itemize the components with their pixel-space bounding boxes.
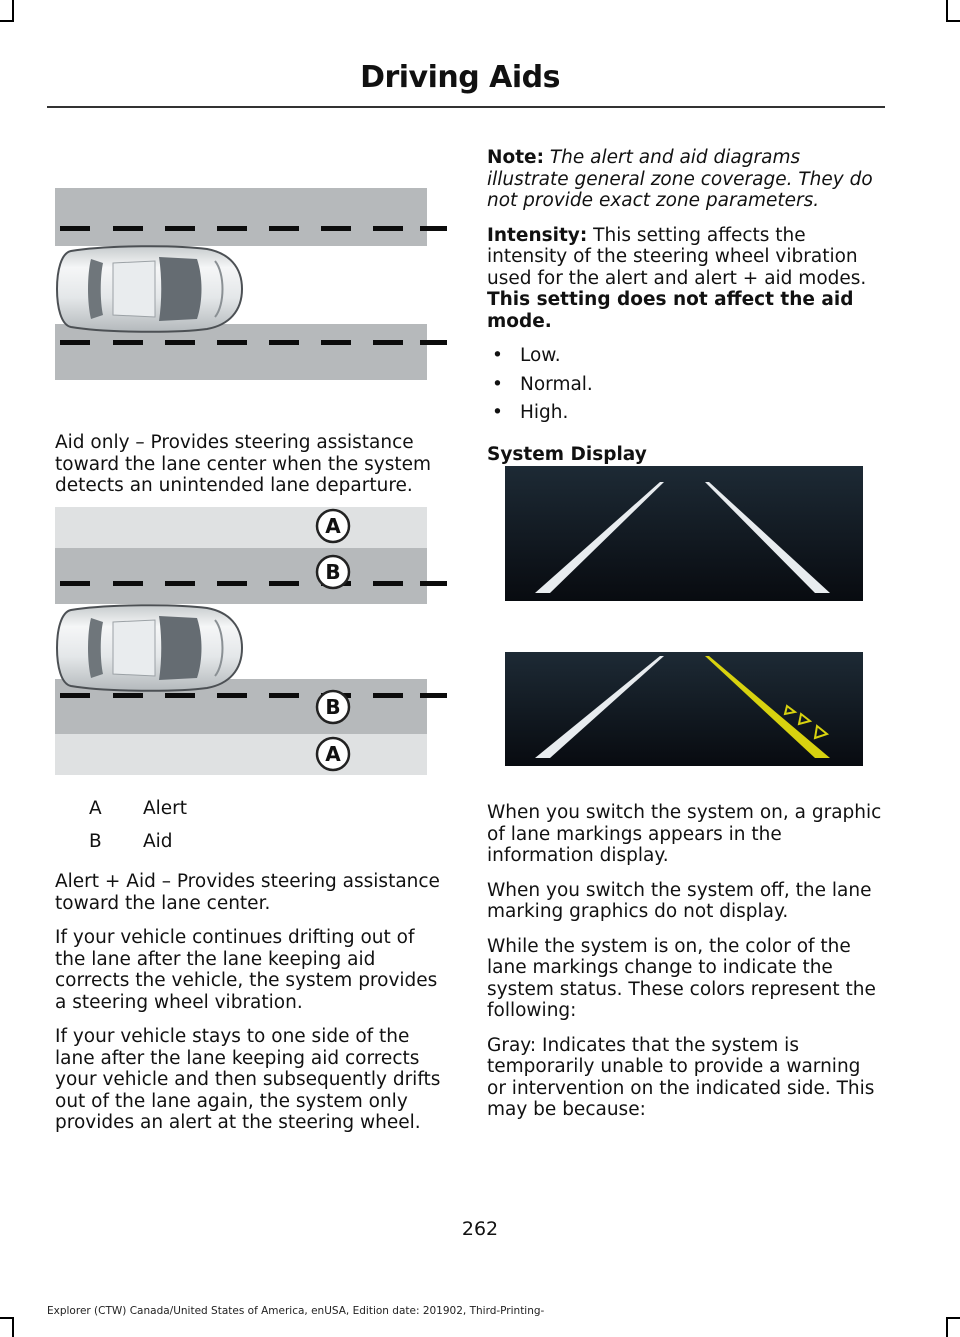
- page-title: Driving Aids: [360, 60, 560, 95]
- display-graphic-lanes-on: [505, 466, 863, 601]
- legend-row: [55, 798, 450, 820]
- aid-only-lane-diagram: [55, 188, 447, 381]
- crop-mark: [0, 1317, 14, 1319]
- left-column-bottom: [55, 798, 450, 1147]
- bullet: •: [492, 345, 503, 366]
- color-paragraph: While the system is on, the color of the lane markings change to indicate the system status. These colors represent the following:: [487, 935, 876, 1021]
- zone-marker-aid-top: [317, 556, 349, 588]
- drift-paragraph: If your vehicle continues drifting out of the lane after the lane keeping aid corrects the vehicle, the system provides a steering wheel vibration.: [55, 927, 438, 1013]
- gray-paragraph: Gray: Indicates that the system is temporarily unable to provide a warning or intervention on the indicated side. This may be because:: [487, 1034, 875, 1120]
- intensity-label: Intensity:: [487, 224, 588, 246]
- switch-off-paragraph: When you switch the system off, the lane marking graphics do not display.: [487, 879, 872, 922]
- intensity-paragraph: [487, 225, 882, 333]
- header-divider: [47, 106, 885, 108]
- zone-marker-alert-bottom: [317, 738, 349, 770]
- intensity-text: This setting affects the intensity of the steering wheel vibration used for the alert and alert + aid modes.: [487, 224, 867, 289]
- switch-on-paragraph: When you switch the system on, a graphic of lane markings appears in the information display.: [487, 802, 882, 866]
- zone-label-a: A: [325, 514, 341, 538]
- crop-mark: [946, 1317, 948, 1337]
- zone-label-b: B: [325, 695, 341, 719]
- aid-only-description: Aid only – Provides steering assistance toward the lane center when the system detects an unintended lane departure.: [55, 432, 432, 496]
- zone-marker-aid-bottom: [317, 691, 349, 723]
- display-graphic-lane-alert: [505, 652, 863, 766]
- note-text: The alert and aid diagrams illustrate general zone coverage. They do not provide exact zone parameters.: [487, 147, 873, 211]
- crop-mark: [12, 1317, 14, 1337]
- note-label: Note:: [487, 147, 544, 168]
- alert-aid-description: Alert + Aid – Provides steering assistance toward the lane center.: [55, 871, 440, 914]
- zone-label-b: B: [325, 560, 341, 584]
- list-item: [487, 374, 882, 396]
- left-column-top: [55, 432, 450, 510]
- legend-row: [55, 831, 450, 853]
- option-label: High.: [520, 402, 569, 423]
- list-item: [487, 402, 882, 424]
- legend-value: Aid: [143, 830, 173, 852]
- intensity-bold-text: This setting does not affect the aid mode.: [487, 289, 854, 332]
- note-paragraph: [487, 147, 882, 212]
- right-column-bottom: [487, 802, 882, 1134]
- intensity-options-list: [487, 345, 882, 424]
- zone-marker-alert-top: [317, 510, 349, 542]
- list-item: [487, 345, 882, 367]
- legend-value: Alert: [143, 798, 188, 819]
- crop-mark: [946, 1317, 960, 1319]
- crop-mark: [946, 0, 948, 20]
- bullet: •: [492, 402, 503, 423]
- option-label: Low.: [520, 345, 561, 366]
- right-column: [487, 147, 882, 478]
- option-label: Normal.: [520, 373, 593, 395]
- crop-mark: [12, 0, 14, 20]
- crop-mark: [0, 20, 14, 22]
- legend-key: B: [89, 830, 102, 852]
- zone-label-a: A: [325, 742, 341, 766]
- stays-paragraph: If your vehicle stays to one side of the lane after the lane keeping aid corrects your vehicle and then subsequently drifts out of the lane again, the system only provides an alert at the steering wheel.: [55, 1026, 441, 1133]
- alert-aid-zones-diagram: [55, 507, 447, 775]
- page-number: 262: [461, 1218, 499, 1240]
- system-display-heading: System Display: [487, 443, 647, 465]
- bullet: •: [492, 373, 503, 395]
- legend-key: A: [89, 798, 102, 819]
- footer-text: Explorer (CTW) Canada/United States of America, enUSA, Edition date: 201902, Third-Printing-: [47, 1305, 545, 1317]
- crop-mark: [946, 20, 960, 22]
